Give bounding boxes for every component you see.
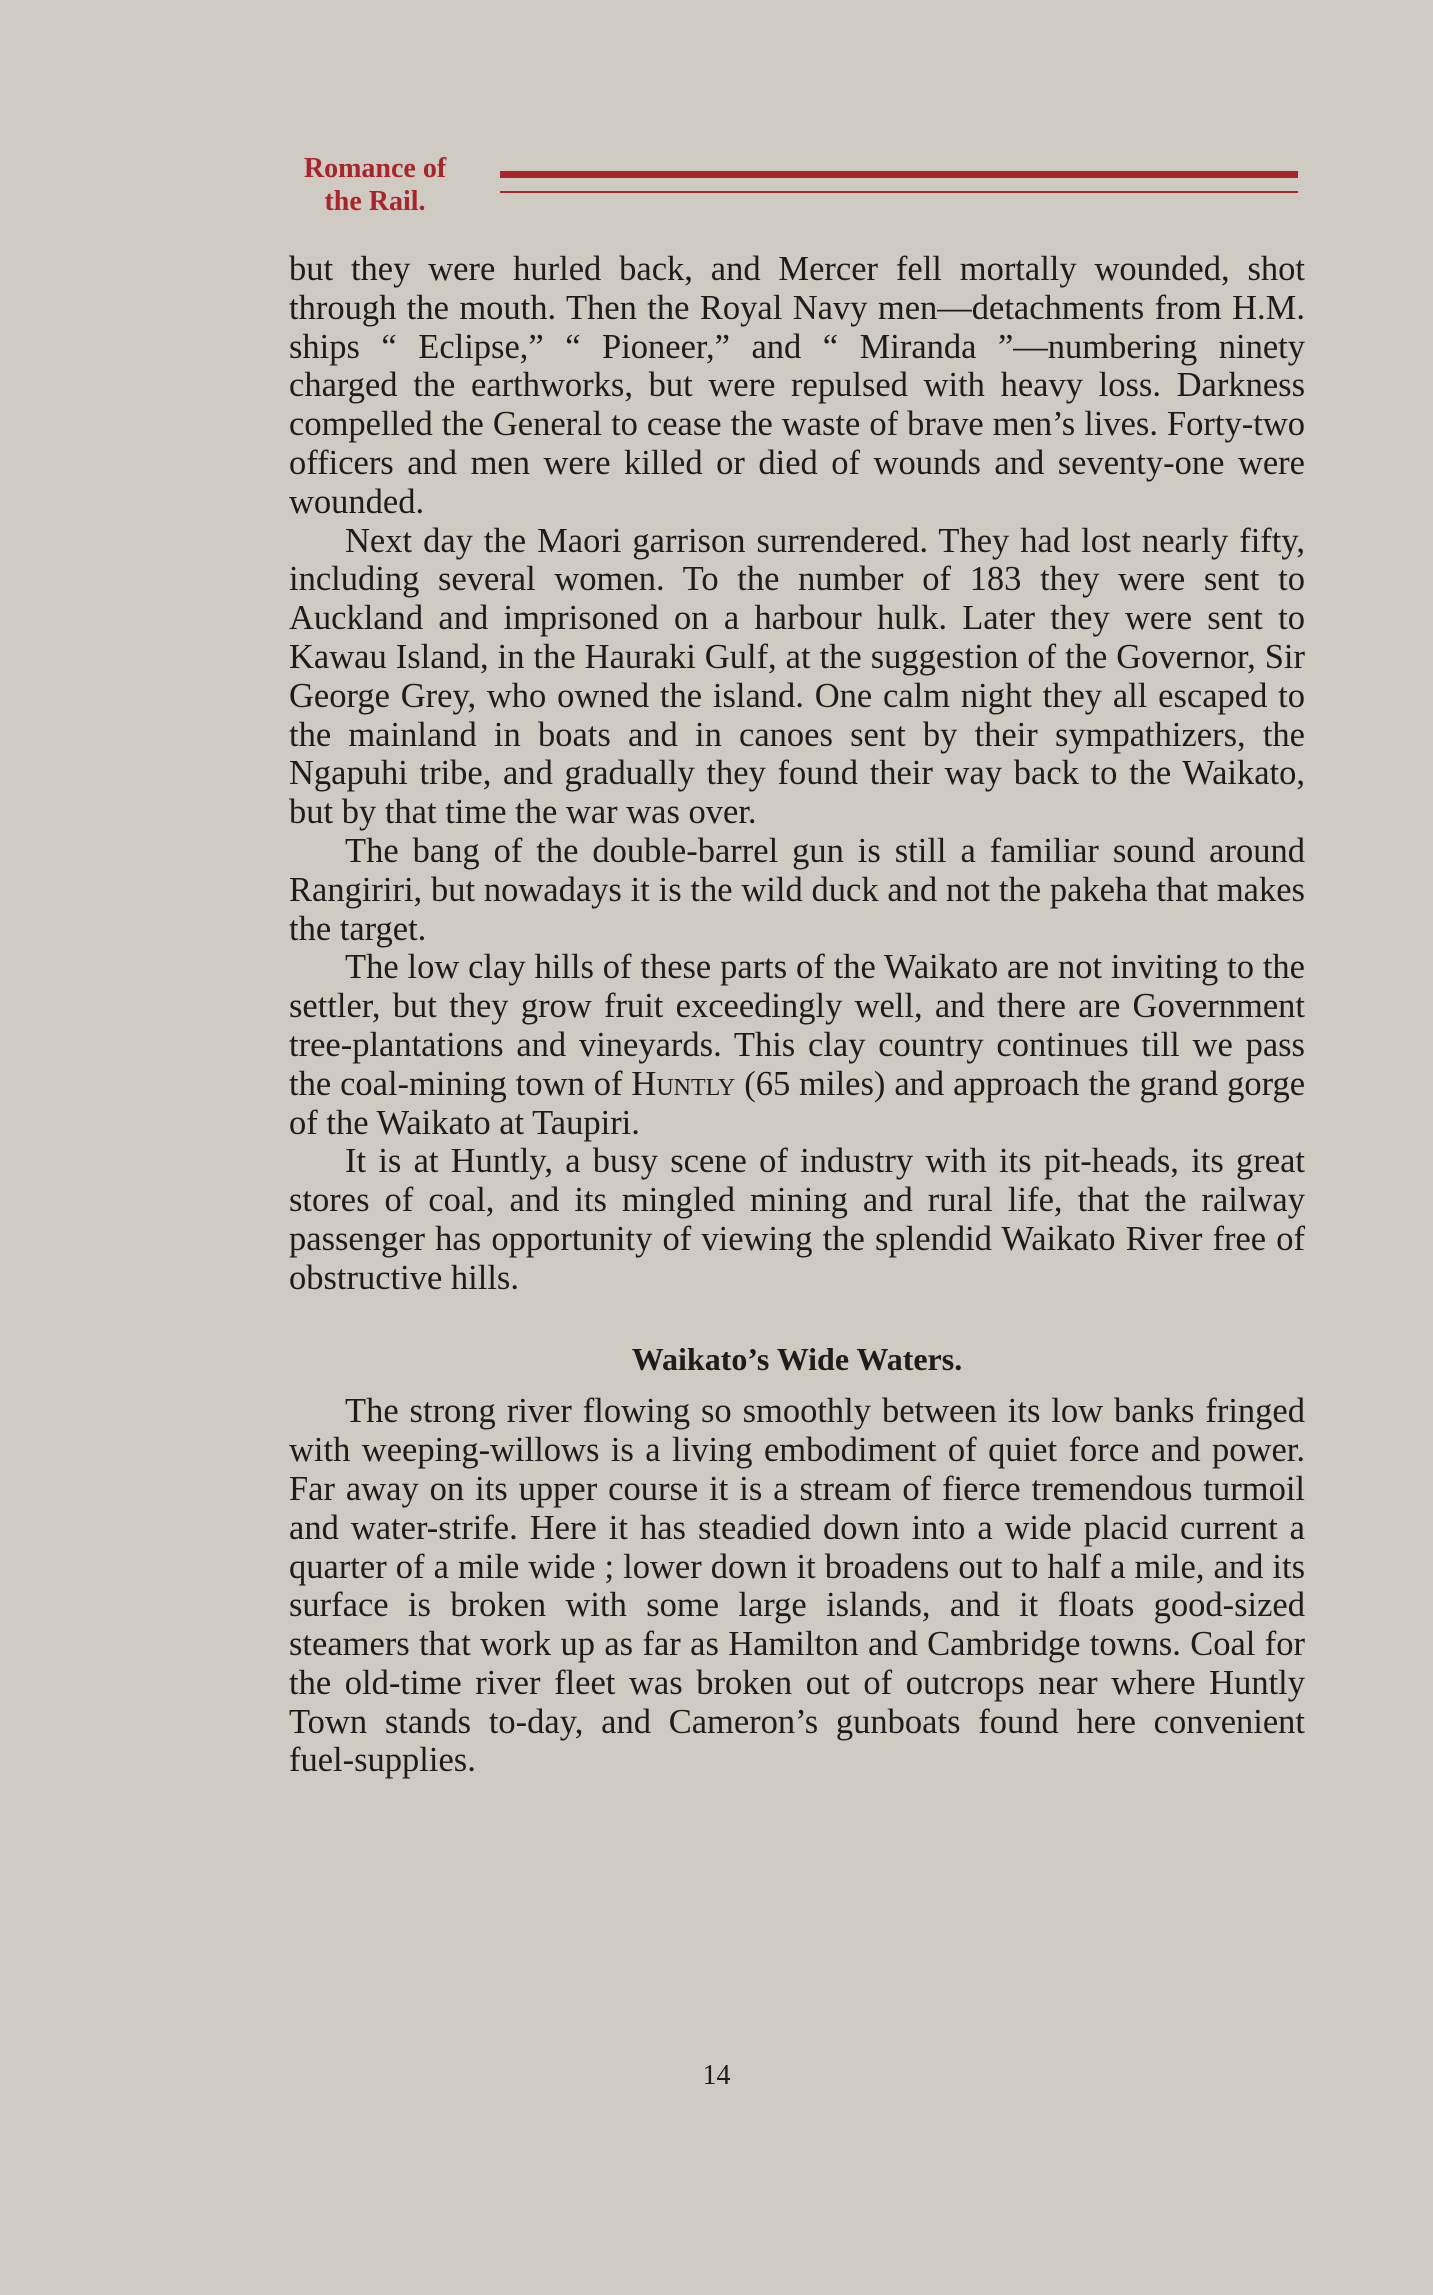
header-rule-thick <box>500 171 1298 178</box>
running-head-line-1: Romance of <box>303 153 447 184</box>
paragraph-3: The bang of the double-barrel gun is still a familiar sound around Rangiriri, but nowadays it is the wild duck and not the pakeha that makes the target. <box>289 831 1305 948</box>
paragraph-4-text-a: The low clay hills of these parts of the Waikato are not inviting to the settler, but they grow fruit exceedingly well, and there are Government tree-plantations and vineyards. This clay country continues till we pass the coal-mining town of <box>289 948 1305 1103</box>
paragraph-6: The strong river flowing so smoothly between its low banks fringed with weeping-willows is a living embodiment of quiet force and power. Far away on its upper course it is a stream of fierce tremendous turmoil and water-strife. Here it has steadied down into a wide placid current a quarter of a mile wide ; lower down it broadens out to half a mile, and its surface is broken with some large islands, and it floats good-sized steamers that work up as far as Hamilton and Cambridge towns. Coal for the old-time river fleet was broken out of outcrops near where Huntly Town stands to-day, and Cameron’s gunboats found here convenient fuel-supplies. <box>289 1392 1305 1780</box>
body-text <box>289 250 1305 1780</box>
page-number: 14 <box>702 2060 731 2091</box>
paragraph-4-text-b: (65 miles) and approach the grand gorge of the Waikato at Taupiri. <box>289 1064 1306 1142</box>
section-subheading: Waikato’s Wide Waters. <box>631 1340 963 1377</box>
paragraph-4 <box>289 948 1305 1142</box>
paragraph-1: but they were hurled back, and Mercer fell mortally wounded, shot through the mouth. Then the Royal Navy men—detachments from H.M. ships “ Eclipse,” “ Pioneer,” and “ Miranda ”—numbering ninety charged the earthworks, but were repulsed with heavy loss. Darkness compelled the General to cease the waste of brave men’s lives. Forty-two officers and men were killed or died of wounds and seventy-one were wounded. <box>289 250 1305 521</box>
running-head-line-2: the Rail. <box>324 186 426 217</box>
place-name-huntly: Huntly <box>631 1064 736 1103</box>
running-head <box>280 152 470 218</box>
paragraph-5: It is at Huntly, a busy scene of industry with its pit-heads, its great stores of coal, and its mingled mining and rural life, that the railway passenger has opportunity of viewing the splendid Waikato River free of obstructive hills. <box>289 1142 1305 1297</box>
header-rule-thin <box>500 191 1298 193</box>
paragraph-2: Next day the Maori garrison surrendered. They had lost nearly fifty, including several women. To the number of 183 they were sent to Auckland and imprisoned on a harbour hulk. Later they were sent to Kawau Island, in the Hauraki Gulf, at the suggestion of the Governor, Sir George Grey, who owned the island. One calm night they all escaped to the mainland in boats and in canoes sent by their sympathizers, the Ngapuhi tribe, and gradually they found their way back to the Waikato, but by that time the war was over. <box>289 521 1305 832</box>
